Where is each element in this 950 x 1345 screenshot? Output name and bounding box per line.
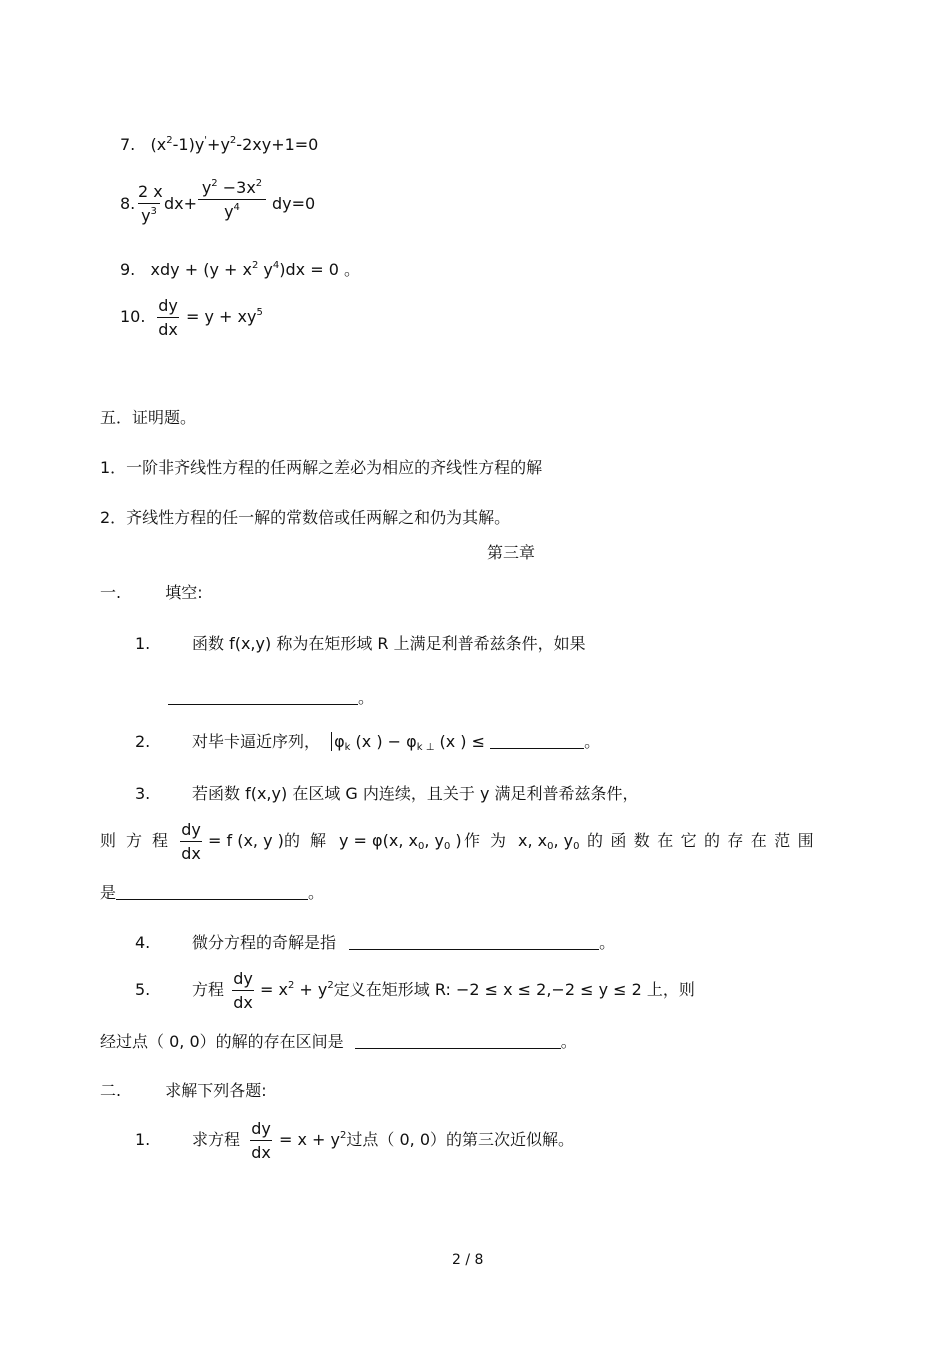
fill-q3-line3 <box>100 885 324 901</box>
page-number: 2 / 8 <box>452 1252 484 1268</box>
proof-item-1: 1．一阶非齐线性方程的任两解之差必为相应的齐线性方程的解 <box>100 458 543 477</box>
eq-text: xdy + (y + x <box>150 260 252 279</box>
answer-blank[interactable] <box>116 885 308 900</box>
superscript: 2 <box>251 260 259 271</box>
superscript: 2 <box>229 135 237 146</box>
fraction-denominator: dx <box>251 1143 271 1162</box>
expr: = x <box>260 980 288 999</box>
superscript: 3 <box>150 206 157 217</box>
eq-text: -2xy+1=0 <box>236 135 319 154</box>
eq-text: (x <box>150 135 167 154</box>
fraction-numerator: 2 x <box>138 182 163 201</box>
answer-blank[interactable] <box>168 690 358 705</box>
fill-q1-answer-line <box>168 690 374 706</box>
item-number: 7. <box>120 135 136 154</box>
fraction-dy-dx <box>250 1121 272 1161</box>
expr: x, x <box>518 831 548 850</box>
expr: (x ) ≤ <box>434 732 486 751</box>
fraction-numerator: dy <box>158 296 178 315</box>
eq-text: dx+ <box>164 194 198 213</box>
expr: ) <box>450 831 462 850</box>
fraction-dy-dx <box>232 971 254 1011</box>
answer-blank[interactable] <box>490 734 584 749</box>
fraction-numerator: dy <box>181 820 201 839</box>
superscript: 2 <box>340 1130 347 1141</box>
heading-number: 一. <box>100 583 122 602</box>
proof-item-2: 2．齐线性方程的任一解的常数倍或任两解之和仍为其解。 <box>100 508 511 527</box>
section-heading-solve <box>100 1083 267 1099</box>
item-number: 9. <box>120 260 136 279</box>
item-number: 8. <box>120 194 136 213</box>
superscript: 2 <box>255 178 263 189</box>
period: 。 <box>560 1032 577 1051</box>
superscript: 2 <box>211 178 218 189</box>
solve-q1-equation <box>279 1132 574 1148</box>
fill-q3-de: 的解 <box>284 831 337 850</box>
solve-q1-prefix: 求方程 <box>192 1130 241 1149</box>
answer-blank[interactable] <box>349 935 599 950</box>
superscript: 2 <box>327 980 334 991</box>
eq-text: y <box>258 260 273 279</box>
expr: + y <box>294 980 328 999</box>
fraction-dy-dx <box>180 822 202 862</box>
fill-q4-number: 4. <box>135 933 151 952</box>
expr: (x ) − <box>350 732 407 751</box>
heading-text: 求解下列各题: <box>165 1081 267 1100</box>
fill-q5-line2 <box>100 1034 577 1050</box>
num-b: −3x <box>217 178 256 197</box>
den-base: y <box>224 202 234 221</box>
subscript: 0 <box>443 841 451 852</box>
num-a: y <box>201 178 212 197</box>
fill-q3-solution <box>339 831 462 852</box>
period: 。 <box>584 732 601 751</box>
fraction-dy-dx <box>157 298 179 338</box>
eq-text: -1)y <box>172 135 205 154</box>
fraction-denominator: dx <box>158 320 178 339</box>
superscript: ' <box>204 135 208 146</box>
fill-q5-prefix: 方程 <box>192 980 225 999</box>
subscript: 0 <box>547 841 554 852</box>
eq-text <box>186 309 263 325</box>
section-heading-proof: 五．证明题。 <box>100 408 197 427</box>
fraction-numerator <box>198 180 266 199</box>
fill-q3-vars <box>518 831 580 852</box>
phi-symbol: φ <box>406 732 417 751</box>
eq-text: dy=0 <box>272 194 316 213</box>
section-heading-fill <box>100 585 203 601</box>
fraction-denominator: dx <box>181 844 201 863</box>
fill-q1-text: 函数 f(x,y) 称为在矩形域 R 上满足利普希兹条件，如果 <box>192 634 586 653</box>
superscript: 4 <box>272 260 280 271</box>
superscript: 4 <box>233 202 240 213</box>
eq-text: +y <box>207 135 230 154</box>
fraction-y2-3x2-over-y4 <box>198 180 266 220</box>
fraction-denominator: dx <box>233 993 253 1012</box>
heading-number: 二. <box>100 1081 122 1100</box>
fill-q3-equation: = f (x, y ) <box>208 831 284 850</box>
fraction-denominator <box>138 204 160 224</box>
question-text: 对毕卡逼近序列， <box>192 732 321 751</box>
question-text: 过点（ 0, 0）的第三次近似解。 <box>346 1130 575 1149</box>
subscript: 0 <box>417 841 425 852</box>
superscript: 5 <box>256 307 263 318</box>
expr: , y <box>424 831 444 850</box>
question-text: 微分方程的奇解是指 <box>192 933 337 952</box>
fill-q3-line1: 若函数 f(x,y) 在区域 G 内连续，且关于 y 满足利普希兹条件， <box>192 784 639 803</box>
question-text: 定义在矩形域 R: −2 ≤ x ≤ 2,−2 ≤ y ≤ 2 上，则 <box>333 980 695 999</box>
fraction-denominator <box>198 200 266 220</box>
subscript: k ⊥ <box>416 742 435 753</box>
equation-9 <box>120 262 360 278</box>
fill-q5-equation <box>260 982 695 998</box>
prefix: 是 <box>100 883 117 902</box>
phi-symbol: φ <box>334 732 345 751</box>
answer-blank[interactable] <box>355 1034 561 1049</box>
chapter-title: 第三章 <box>487 543 536 562</box>
fill-q1-number: 1. <box>135 634 151 653</box>
fraction-2x-over-y3 <box>138 182 163 225</box>
expr: = x + y <box>279 1130 341 1149</box>
subscript: 0 <box>573 841 580 852</box>
solve-q1-number: 1. <box>135 1130 151 1149</box>
fill-q3-as: 作为 <box>464 831 517 850</box>
eq-text: )dx = 0 。 <box>279 260 360 279</box>
fill-q4-text <box>192 935 615 951</box>
den-base: y <box>141 206 151 225</box>
superscript: 2 <box>287 980 295 991</box>
fill-q3-number: 3. <box>135 784 151 803</box>
fill-q3-prefix: 则方程 <box>100 831 179 850</box>
fill-q2-text <box>192 732 601 753</box>
subscript: k <box>344 742 351 753</box>
expr: , y <box>553 831 574 850</box>
question-text: 经过点（ 0, 0）的解的存在区间是 <box>100 1032 344 1051</box>
heading-text: 填空: <box>165 583 203 602</box>
fraction-numerator: dy <box>233 969 253 988</box>
superscript: 2 <box>166 135 173 146</box>
period: 。 <box>308 883 325 902</box>
fraction-numerator: dy <box>251 1119 271 1138</box>
fill-q2-number: 2. <box>135 732 151 751</box>
expr: y = φ(x, x <box>339 831 418 850</box>
item-number: 10. <box>120 307 146 326</box>
eq-part: = y + xy <box>186 307 257 326</box>
period: 。 <box>599 933 616 952</box>
fill-q5-number: 5. <box>135 980 151 999</box>
period: 。 <box>358 688 375 707</box>
equation-7 <box>120 137 318 153</box>
fill-q3-suffix: 的函数在它的存在范围 <box>587 831 822 850</box>
